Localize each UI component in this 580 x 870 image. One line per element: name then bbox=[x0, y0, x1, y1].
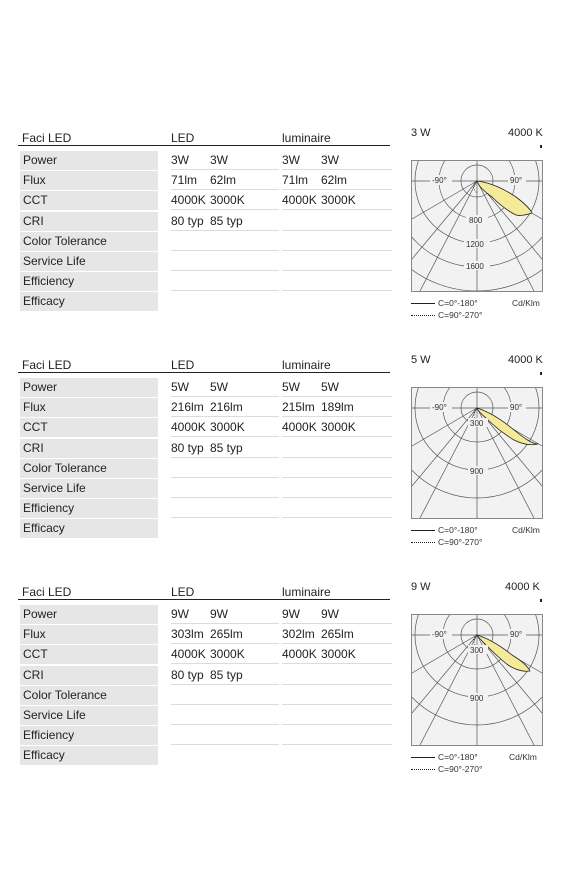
product-name: Faci LED bbox=[22, 131, 72, 145]
led-power-3000k: 9W bbox=[210, 607, 228, 621]
lum-cct bbox=[282, 191, 392, 210]
lum-flux-4000k: 302lm bbox=[282, 627, 315, 642]
lum-cct-b: 3000K bbox=[321, 647, 356, 662]
led-efficacy bbox=[171, 519, 279, 538]
col-head-luminaire: luminaire bbox=[282, 585, 331, 599]
product-name: Faci LED bbox=[22, 585, 72, 599]
led-efficiency bbox=[171, 726, 279, 745]
lum-efficacy bbox=[282, 519, 392, 538]
ring-label-1: 800 bbox=[469, 216, 483, 225]
polar-svg bbox=[412, 615, 542, 745]
led-efficacy bbox=[171, 746, 279, 765]
led-cct-a: 4000K bbox=[171, 420, 206, 435]
led-power-4000k: 5W bbox=[171, 380, 189, 394]
lum-power bbox=[282, 605, 392, 624]
label-cct: CCT bbox=[20, 645, 158, 664]
lum-cct-b: 3000K bbox=[321, 420, 356, 435]
label-efficiency: Efficiency bbox=[20, 272, 158, 291]
lum-service-life bbox=[282, 479, 392, 498]
led-cri bbox=[171, 666, 279, 685]
label-efficacy: Efficacy bbox=[20, 519, 158, 538]
col-head-led: LED bbox=[171, 131, 195, 145]
unit-label: Cd/Klm bbox=[509, 752, 537, 762]
polar-ray-left-3 bbox=[412, 635, 477, 713]
photometry-wattage: 3 W bbox=[411, 127, 431, 139]
label-flux: Flux bbox=[20, 398, 158, 417]
legend-solid-label: C=0°-180° bbox=[438, 752, 478, 762]
led-flux-4000k: 216lm bbox=[171, 400, 204, 415]
led-color-tolerance bbox=[171, 459, 279, 478]
led-service-life bbox=[171, 252, 279, 271]
lum-cct-b: 3000K bbox=[321, 193, 356, 208]
led-power-3000k: 3W bbox=[210, 153, 228, 167]
label-color-tolerance: Color Tolerance bbox=[20, 459, 158, 478]
led-cct-b: 3000K bbox=[210, 193, 245, 208]
photometry-wattage: 5 W bbox=[411, 354, 431, 366]
legend-solid bbox=[411, 525, 478, 535]
label-efficiency: Efficiency bbox=[20, 726, 158, 745]
polar-ray-left-3 bbox=[412, 408, 477, 486]
led-efficiency bbox=[171, 499, 279, 518]
led-flux-4000k: 71lm bbox=[171, 173, 198, 188]
lum-efficacy bbox=[282, 292, 392, 311]
polar-diagram bbox=[411, 160, 543, 292]
intensity-lobe bbox=[477, 181, 532, 215]
angle-right-label: 90° bbox=[510, 403, 523, 412]
polar-svg bbox=[412, 388, 542, 518]
label-cri: CRI bbox=[20, 212, 158, 231]
ring-label-2: 900 bbox=[470, 694, 484, 703]
angle-left-label: -90° bbox=[432, 176, 447, 185]
lum-power-4000k: 3W bbox=[282, 153, 300, 167]
led-color-tolerance bbox=[171, 232, 279, 251]
lum-service-life bbox=[282, 706, 392, 725]
lum-power-4000k: 9W bbox=[282, 607, 300, 621]
legend-dotted bbox=[411, 537, 482, 547]
legend-solid-swatch bbox=[411, 530, 435, 531]
unit-label: Cd/Klm bbox=[512, 525, 540, 535]
led-cri-a: 80 typ bbox=[171, 440, 204, 455]
led-values bbox=[171, 151, 279, 313]
led-power-4000k: 9W bbox=[171, 607, 189, 621]
legend-solid-swatch bbox=[411, 757, 435, 758]
lum-flux bbox=[282, 398, 392, 417]
led-flux-3000k: 62lm bbox=[210, 173, 237, 188]
legend-solid-label: C=0°-180° bbox=[438, 525, 478, 535]
title-marker bbox=[540, 145, 542, 148]
col-head-led: LED bbox=[171, 358, 195, 372]
led-cri-b: 85 typ bbox=[210, 213, 243, 228]
legend-dotted bbox=[411, 764, 482, 774]
label-cri: CRI bbox=[20, 666, 158, 685]
angle-right-label: 90° bbox=[510, 630, 523, 639]
header-rule bbox=[18, 372, 390, 373]
led-power bbox=[171, 151, 279, 170]
lum-efficiency bbox=[282, 272, 392, 291]
lum-flux-4000k: 71lm bbox=[282, 173, 309, 188]
lum-flux-3000k: 62lm bbox=[321, 173, 348, 188]
label-cct: CCT bbox=[20, 191, 158, 210]
label-color-tolerance: Color Tolerance bbox=[20, 232, 158, 251]
label-power: Power bbox=[20, 605, 158, 624]
luminaire-values bbox=[282, 605, 392, 767]
led-efficiency bbox=[171, 272, 279, 291]
led-efficacy bbox=[171, 292, 279, 311]
lum-flux bbox=[282, 625, 392, 644]
photometry-cct: 4000 K bbox=[508, 127, 543, 139]
lum-cct bbox=[282, 418, 392, 437]
lum-color-tolerance bbox=[282, 232, 392, 251]
led-flux bbox=[171, 625, 279, 644]
title-marker bbox=[540, 372, 542, 375]
led-power bbox=[171, 378, 279, 397]
angle-left-label: -90° bbox=[432, 403, 447, 412]
lum-cri bbox=[282, 666, 392, 685]
label-service-life: Service Life bbox=[20, 252, 158, 271]
legend-dotted-label: C=90°-270° bbox=[438, 537, 483, 547]
lum-efficiency bbox=[282, 499, 392, 518]
col-head-luminaire: luminaire bbox=[282, 131, 331, 145]
unit-label: Cd/Klm bbox=[512, 298, 540, 308]
ring-label-1: 300 bbox=[470, 646, 484, 655]
label-flux: Flux bbox=[20, 625, 158, 644]
lum-color-tolerance bbox=[282, 686, 392, 705]
led-cri-a: 80 typ bbox=[171, 667, 204, 682]
led-cct-a: 4000K bbox=[171, 193, 206, 208]
label-efficacy: Efficacy bbox=[20, 292, 158, 311]
header-rule bbox=[18, 599, 390, 600]
led-cct bbox=[171, 645, 279, 664]
ring-label-2: 900 bbox=[470, 467, 484, 476]
photometry-cct: 4000 K bbox=[505, 581, 540, 593]
ring-label-1: 300 bbox=[470, 419, 484, 428]
spec-section-9w bbox=[0, 581, 580, 799]
led-cct-b: 3000K bbox=[210, 647, 245, 662]
label-efficiency: Efficiency bbox=[20, 499, 158, 518]
legend-solid bbox=[411, 752, 478, 762]
label-service-life: Service Life bbox=[20, 479, 158, 498]
lum-flux-4000k: 215lm bbox=[282, 400, 315, 415]
lum-cct bbox=[282, 645, 392, 664]
label-color-tolerance: Color Tolerance bbox=[20, 686, 158, 705]
led-flux-3000k: 265lm bbox=[210, 627, 243, 642]
led-flux-3000k: 216lm bbox=[210, 400, 243, 415]
led-flux bbox=[171, 398, 279, 417]
led-cct-a: 4000K bbox=[171, 647, 206, 662]
lum-cct-a: 4000K bbox=[282, 647, 317, 662]
led-service-life bbox=[171, 706, 279, 725]
led-cri bbox=[171, 439, 279, 458]
luminaire-values bbox=[282, 378, 392, 540]
led-flux bbox=[171, 171, 279, 190]
lum-efficacy bbox=[282, 746, 392, 765]
lum-power-4000k: 5W bbox=[282, 380, 300, 394]
legend-dotted bbox=[411, 310, 482, 320]
lum-service-life bbox=[282, 252, 392, 271]
spec-section-5w bbox=[0, 354, 580, 572]
legend-dotted-swatch bbox=[411, 769, 435, 770]
header-rule bbox=[18, 145, 390, 146]
label-power: Power bbox=[20, 378, 158, 397]
lum-flux-3000k: 265lm bbox=[321, 627, 354, 642]
led-cct-b: 3000K bbox=[210, 420, 245, 435]
spec-labels bbox=[20, 378, 158, 540]
led-cct bbox=[171, 418, 279, 437]
led-cct bbox=[171, 191, 279, 210]
lum-power-3000k: 5W bbox=[321, 380, 339, 394]
angle-left-label: -90° bbox=[432, 630, 447, 639]
col-head-luminaire: luminaire bbox=[282, 358, 331, 372]
legend-dotted-label: C=90°-270° bbox=[438, 310, 483, 320]
ring-label-3: 1600 bbox=[466, 262, 484, 271]
ring-label-2: 1200 bbox=[466, 240, 484, 249]
led-flux-4000k: 303lm bbox=[171, 627, 204, 642]
lum-cri bbox=[282, 439, 392, 458]
spec-labels bbox=[20, 605, 158, 767]
polar-svg bbox=[412, 161, 542, 291]
angle-right-label: 90° bbox=[510, 176, 523, 185]
label-cri: CRI bbox=[20, 439, 158, 458]
lum-cct-a: 4000K bbox=[282, 420, 317, 435]
led-cri-a: 80 typ bbox=[171, 213, 204, 228]
led-cri-b: 85 typ bbox=[210, 440, 243, 455]
lum-flux-3000k: 189lm bbox=[321, 400, 354, 415]
legend-dotted-label: C=90°-270° bbox=[438, 764, 483, 774]
legend-solid bbox=[411, 298, 478, 308]
led-power-4000k: 3W bbox=[171, 153, 189, 167]
product-name: Faci LED bbox=[22, 358, 72, 372]
title-marker bbox=[540, 599, 542, 602]
lum-power bbox=[282, 151, 392, 170]
led-values bbox=[171, 605, 279, 767]
label-flux: Flux bbox=[20, 171, 158, 190]
lum-flux bbox=[282, 171, 392, 190]
led-color-tolerance bbox=[171, 686, 279, 705]
col-head-led: LED bbox=[171, 585, 195, 599]
label-service-life: Service Life bbox=[20, 706, 158, 725]
lum-cri bbox=[282, 212, 392, 231]
lum-power bbox=[282, 378, 392, 397]
legend-solid-label: C=0°-180° bbox=[438, 298, 478, 308]
lum-efficiency bbox=[282, 726, 392, 745]
led-service-life bbox=[171, 479, 279, 498]
legend-solid-swatch bbox=[411, 303, 435, 304]
label-cct: CCT bbox=[20, 418, 158, 437]
spec-labels bbox=[20, 151, 158, 313]
label-efficacy: Efficacy bbox=[20, 746, 158, 765]
polar-diagram bbox=[411, 614, 543, 746]
label-power: Power bbox=[20, 151, 158, 170]
led-cri-b: 85 typ bbox=[210, 667, 243, 682]
lum-color-tolerance bbox=[282, 459, 392, 478]
luminaire-values bbox=[282, 151, 392, 313]
legend-dotted-swatch bbox=[411, 542, 435, 543]
lum-power-3000k: 3W bbox=[321, 153, 339, 167]
led-cri bbox=[171, 212, 279, 231]
led-values bbox=[171, 378, 279, 540]
polar-diagram bbox=[411, 387, 543, 519]
legend-dotted-swatch bbox=[411, 315, 435, 316]
photometry-cct: 4000 K bbox=[508, 354, 543, 366]
lum-cct-a: 4000K bbox=[282, 193, 317, 208]
led-power bbox=[171, 605, 279, 624]
photometry-wattage: 9 W bbox=[411, 581, 431, 593]
lum-power-3000k: 9W bbox=[321, 607, 339, 621]
spec-section-3w bbox=[0, 127, 580, 345]
led-power-3000k: 5W bbox=[210, 380, 228, 394]
